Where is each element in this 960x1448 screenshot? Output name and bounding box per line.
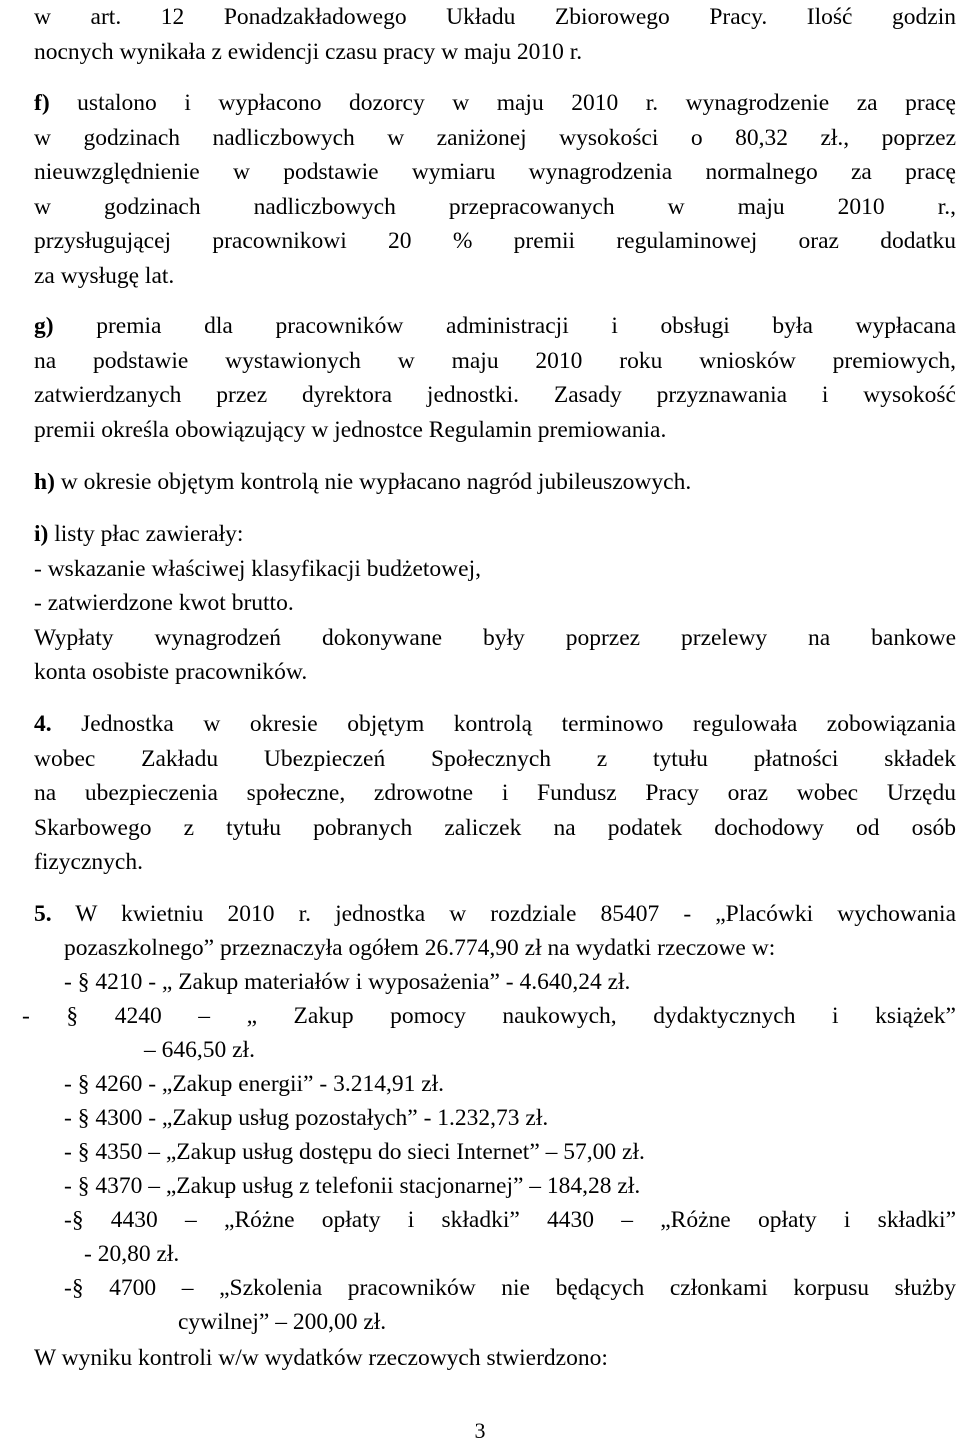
text-line: nocnych wynikała z ewidencji czasu pracy w maju 2010 r.	[34, 38, 583, 65]
item-label-g: g)	[34, 313, 54, 339]
item-label-h: h)	[34, 469, 55, 495]
text-line: listy płac zawierały:	[48, 521, 244, 547]
paragraph-4	[34, 707, 956, 880]
paragraph-g	[34, 309, 956, 447]
item-label-f: f)	[34, 90, 50, 116]
text-line: za wysługę lat.	[34, 262, 175, 289]
text-line: na ubezpieczenia społeczne, zdrowotne i Fundusz Pracy oraz wobec Urzędu	[34, 780, 956, 806]
expense-item: - § 4260 - „Zakup energii” - 3.214,91 zł.	[64, 1071, 445, 1097]
expense-item: - § 4300 - „Zakup usług pozostałych” - 1.232,73 zł.	[64, 1105, 549, 1131]
text-line: konta osobiste pracowników.	[34, 659, 308, 685]
paragraph-h	[34, 465, 956, 500]
text-line: wobec Zakładu Ubezpieczeń Społecznych z tytułu płatności składek	[34, 745, 956, 772]
text-line: - wskazanie właściwej klasyfikacji budżetowej,	[34, 555, 481, 582]
section-number-5: 5.	[34, 901, 52, 927]
expense-item: - § 4240 – „ Zakup pomocy naukowych, dydaktycznych i książek”	[22, 1003, 956, 1029]
text-line: - zatwierdzone kwot brutto.	[34, 590, 294, 616]
expense-item: - § 4370 – „Zakup usług z telefonii stacjonarnej” – 184,28 zł.	[64, 1173, 641, 1199]
text-line: w art. 12 Ponadzakładowego Układu Zbiorowego Pracy. Ilość godzin	[34, 4, 956, 30]
text-line: fizycznych.	[34, 849, 143, 875]
text-line: na podstawie wystawionych w maju 2010 roku wniosków premiowych,	[34, 347, 956, 374]
text-line: pozaszkolnego” przeznaczyła ogółem 26.774,90 zł na wydatki rzeczowe w:	[64, 935, 776, 961]
expense-item-amount: cywilnej” – 200,00 zł.	[178, 1309, 387, 1335]
text-line: w okresie objętym kontrolą nie wypłacano nagród jubileuszowych.	[54, 469, 692, 495]
section-number-4: 4.	[34, 711, 52, 737]
text-line: Skarbowego z tytułu pobranych zaliczek na podatek dochodowy od osób	[34, 814, 956, 841]
expense-item: -§ 4430 – „Różne opłaty i składki” 4430 – „Różne opłaty i składki”	[64, 1207, 956, 1233]
paragraph-5-line	[34, 897, 956, 931]
expense-item-amount: – 646,50 zł.	[144, 1037, 255, 1063]
text-line: Jednostka w okresie objętym kontrolą terminowo regulowała zobowiązania	[51, 711, 956, 737]
expense-item: - § 4350 – „Zakup usług dostępu do sieci Internet” – 57,00 zł.	[64, 1139, 645, 1165]
paragraph-f	[34, 86, 956, 293]
text-line: premia dla pracowników administracji i obsługi była wypłacana	[53, 313, 956, 339]
text-line: zatwierdzanych przez dyrektora jednostki. Zasady przyznawania i wysokość	[34, 382, 956, 408]
text-line: w godzinach nadliczbowych przepracowanych w maju 2010 r.,	[34, 193, 956, 220]
text-line: w godzinach nadliczbowych w zaniżonej wysokości o 80,32 zł., poprzez	[34, 124, 956, 151]
paragraph-art12	[34, 0, 956, 69]
text-line: W kwietniu 2010 r. jednostka w rozdziale 85407 - „Placówki wychowania	[51, 901, 956, 927]
page-number: 3	[474, 1418, 486, 1443]
item-label-i: i)	[34, 521, 49, 547]
text-line: Wypłaty wynagrodzeń dokonywane były poprzez przelewy na bankowe	[34, 624, 956, 651]
paragraph-i	[34, 517, 956, 690]
text-line: premii określa obowiązujący w jednostce Regulamin premiowania.	[34, 416, 667, 443]
text-line: nieuwzględnienie w podstawie wymiaru wynagrodzenia normalnego za pracę	[34, 159, 956, 185]
expense-item-amount: - 20,80 zł.	[84, 1241, 180, 1267]
expense-item: -§ 4700 – „Szkolenia pracowników nie będących członkami korpusu służby	[64, 1275, 956, 1301]
text-line: przysługującej pracownikowi 20 % premii regulaminowej oraz dodatku	[34, 228, 956, 254]
closing-sentence: W wyniku kontroli w/w wydatków rzeczowych stwierdzono:	[34, 1345, 608, 1371]
text-line: ustalono i wypłacono dozorcy w maju 2010 r. wynagrodzenie za pracę	[49, 90, 956, 116]
expense-item: - § 4210 - „ Zakup materiałów i wyposażenia” - 4.640,24 zł.	[64, 969, 631, 995]
